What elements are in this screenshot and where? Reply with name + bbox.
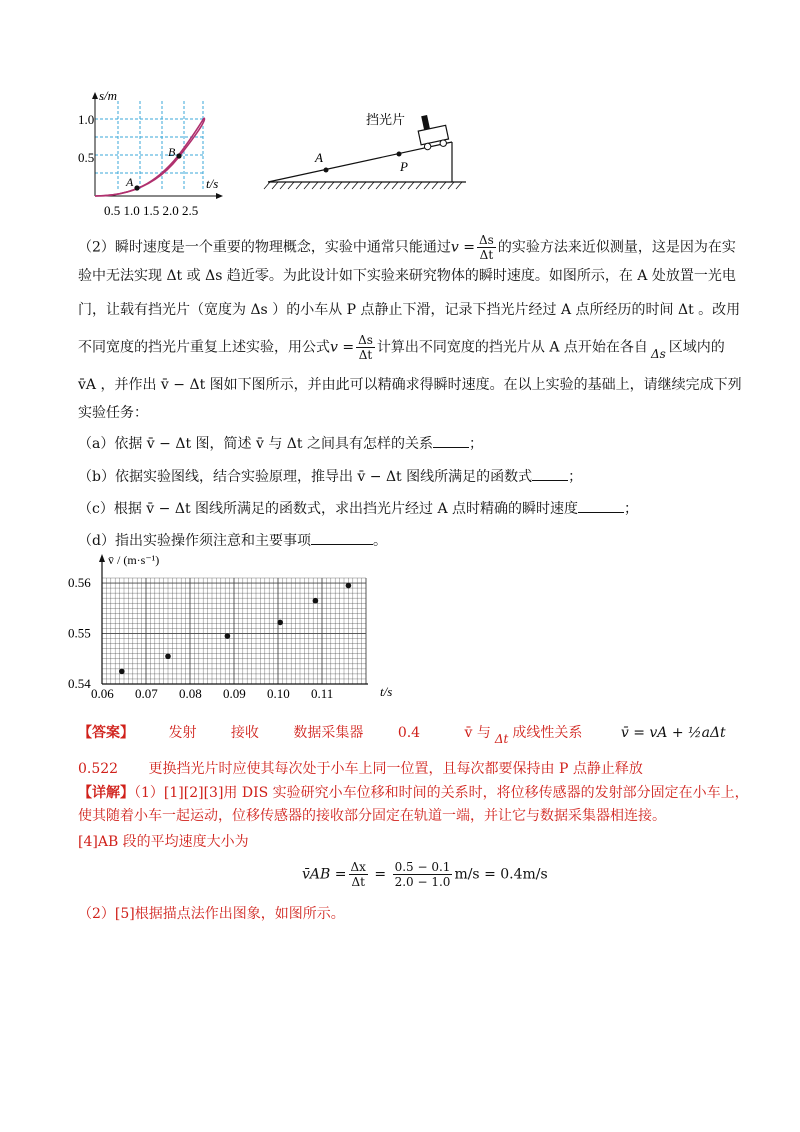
data-point — [313, 598, 319, 604]
s-t-graph — [78, 88, 228, 220]
x-tick-label: 0.08 — [179, 686, 202, 700]
point-a-label: A — [126, 175, 134, 189]
detail-line-2: 使其随着小车一起运动，位移传感器的接收部分固定在轨道一端，并让它与数据采集器相连接。 — [78, 808, 666, 824]
task-b: （b）依据实验图线，结合实验原理，推导出 v̄ − Δt 图线所满足的函数式 ； — [78, 469, 583, 485]
detail-line-1: 【详解】（1）[1][2][3]用 DIS 实验研究小车位移和时间的关系时，将位移传感器的发射部分固定在小车上， — [78, 785, 749, 801]
detail-line-3: [4]AB 段的平均速度大小为 — [78, 834, 249, 850]
data-point — [119, 669, 125, 675]
question-line-3: 门，让载有挡光片（宽度为 Δs ）的小车从 P 点静止下滑，记录下挡光片经过 A 点所经历的时间 Δt 。改用 — [78, 302, 741, 318]
answer-tag: 【答案】 — [78, 725, 134, 741]
x-tick-label: 0.06 — [91, 686, 114, 700]
y-tick-label: 0.55 — [68, 625, 91, 641]
x-tick-label: 0.10 — [267, 686, 290, 700]
y-axis-arrow — [99, 554, 105, 562]
task-a: （a）依据 v̄ − Δt 图，简述 v̄ 与 Δt 之间具有怎样的关系 ； — [78, 436, 483, 452]
incline-point-a: A — [315, 150, 323, 165]
answer-line-2: 0.522 更换挡光片时应使其每次处于小车上同一位置，且每次都要保持由 P 点静止释放 — [78, 761, 643, 777]
ytick-1: 1.0 — [78, 112, 95, 127]
question-line-4: 不同宽度的挡光片重复上述实验，用公式v = $\frac{\Delta s}{\Delta t}$ 计算出不同宽度的挡光片从 A 点开始在各自 Δs 区域内的 — [78, 333, 725, 362]
question-line-1: （2）瞬时速度是一个重要的物理概念，实验中通常只能通过v = $\frac{\Delta s}{\Delta t}$ 的实验方法来近似测量，这是因为在实 — [78, 233, 736, 262]
incline-diagram — [262, 100, 472, 190]
answer-line-1: 【答案】 发射 接收 数据采集器 0.4 v̄ 与 Δt 成线性关系 v̄ = vA + ½aΔt — [78, 725, 726, 746]
x-axis-label: t/s — [380, 684, 393, 699]
y-axis-label: v̄ / (m·s⁻¹) — [108, 553, 160, 567]
x-tick-label: 0.07 — [135, 686, 158, 700]
question-line-2: 验中无法实现 Δt 或 Δs 趋近零。为此设计如下实验来研究物体的瞬时速度。如图所示，在 A 处放置一光电 — [78, 268, 736, 284]
data-point — [277, 620, 283, 626]
data-point — [346, 583, 352, 589]
detail-equation: v̄AB = $\frac{\Delta x}{\Delta t}$ = $\frac{0.5 - 0.1}{2.0 - 1.0}$ m/s = 0.4m/s — [302, 860, 548, 889]
question-line-6: 实验任务： — [78, 405, 148, 421]
v-t-scatter-chart — [66, 548, 416, 700]
y-tick-label: 0.56 — [68, 575, 91, 591]
x-tick-label: 0.11 — [311, 686, 334, 700]
task-d: （d）指出实验操作须注意和主要事项 。 — [78, 533, 387, 549]
data-point — [165, 653, 171, 659]
point-b-label: B — [168, 145, 176, 159]
flag-label: 挡光片 — [366, 112, 406, 127]
question-line-5: v̄A ，并作出 v̄ − Δt 图如下图所示，并由此可以精确求得瞬时速度。在以上实验的基础上，请继续完成下列 — [78, 377, 742, 393]
y-tick-label: 0.54 — [68, 676, 91, 691]
detail-line-4: （2）[5]根据描点法作出图象，如图所示。 — [78, 906, 345, 922]
task-c: （c）根据 v̄ − Δt 图线所满足的函数式，求出挡光片经过 A 点时精确的瞬时速度 ； — [78, 501, 639, 517]
graph-ylabel: s/m — [99, 88, 118, 103]
graph-xticks: 0.5 1.0 1.5 2.0 2.5 — [104, 203, 199, 218]
graph-xlabel: t/s — [206, 176, 219, 191]
x-tick-label: 0.09 — [223, 686, 246, 700]
ytick-05: 0.5 — [78, 150, 95, 165]
incline-point-p: P — [400, 159, 408, 174]
data-point — [225, 633, 231, 639]
